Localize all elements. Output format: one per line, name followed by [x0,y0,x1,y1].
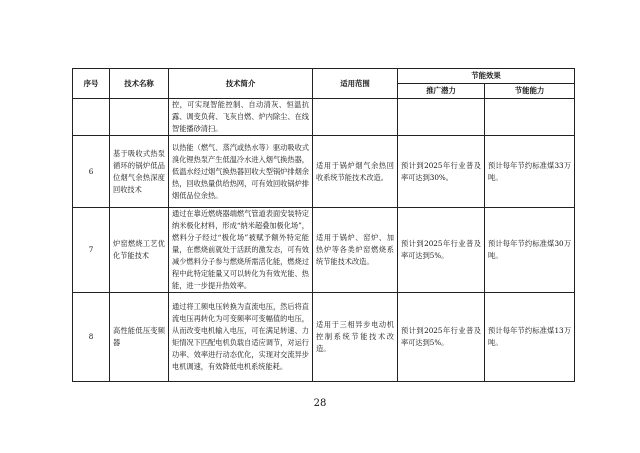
header-name: 技术名称 [110,69,169,99]
cell-no: 6 [73,136,110,208]
cell-name: 高性能低压变频器 [110,293,169,382]
cell-potential: 预计到2025年行业普及率可达到5%。 [398,208,485,293]
header-row-1 [73,69,575,84]
header-effect: 节能效果 [398,69,575,84]
header-scope: 适用范围 [313,69,398,99]
cell-capacity: 预计每年节约标准煤33万吨。 [485,136,575,208]
header-capacity: 节能能力 [485,84,575,99]
cell-intro: 通过在靠近燃烧器端燃气管道表面安装特定纳米极化材料，形成“纳米超叠加极化场”，燃料分子经过“极化场”被赋予额外特定能量，在燃烧前就处于活跃的激发态，可有效减少燃料分子参与燃烧所需活化能，燃烧过程中此特定能量又可以转化为有效光能、热能，进一步提升热效率。 [169,208,313,293]
table-row [73,208,575,293]
cell-name [110,99,169,136]
cell-capacity [485,99,575,136]
cell-intro: 通过将工频电压转换为直流电压，然后将直流电压再转化为可变频率可变幅值的电压，从而改变电机输入电压，可在满足转速、力矩情况下匹配电机负载自适应调节，对运行功率、效率进行动态优化，实现对交流异步电机调速，有效降低电机系统能耗。 [169,293,313,382]
cell-potential [398,99,485,136]
cell-potential: 预计到2025年行业普及率可达到30%。 [398,136,485,208]
cell-name: 基于吸收式热泵循环的锅炉低品位烟气余热深度回收技术 [110,136,169,208]
cell-scope: 适用于锅炉烟气余热回收系统节能技术改造。 [313,136,398,208]
cell-no [73,99,110,136]
cell-potential: 预计到2025年行业普及率可达到5%。 [398,293,485,382]
page-number: 28 [313,398,327,409]
cell-intro: 以热能（燃气、蒸汽或热水等）驱动吸收式溴化锂热泵产生低温冷水进入烟气换热器，低温水经过烟气换热器回收大型锅炉排烟余热，回收热量供给热网，可有效回收锅炉排烟低品位余热。 [169,136,313,208]
cell-no: 8 [73,293,110,382]
cell-scope: 适用于锅炉、窑炉、加热炉等各类炉窑燃烧系统节能技术改造。 [313,208,398,293]
cell-intro: 控，可实现智能控制、自动清灰、恒温抗露、调变负荷、飞灰自燃、炉内除尘、在线智能播砂清扫。 [169,99,313,136]
cell-scope [313,99,398,136]
cell-no: 7 [73,208,110,293]
cell-capacity: 预计每年节约标准煤13万吨。 [485,293,575,382]
cell-scope: 适用于三相异步电动机控制系统节能技术改造。 [313,293,398,382]
cell-capacity: 预计每年节约标准煤30万吨。 [485,208,575,293]
header-no: 序号 [73,69,110,99]
table-row [73,136,575,208]
header-potential: 推广潜力 [398,84,485,99]
table-row [73,99,575,136]
header-intro: 技术简介 [169,69,313,99]
cell-name: 炉窑燃烧工艺优化节能技术 [110,208,169,293]
technology-table [72,68,575,382]
table-row [73,293,575,382]
